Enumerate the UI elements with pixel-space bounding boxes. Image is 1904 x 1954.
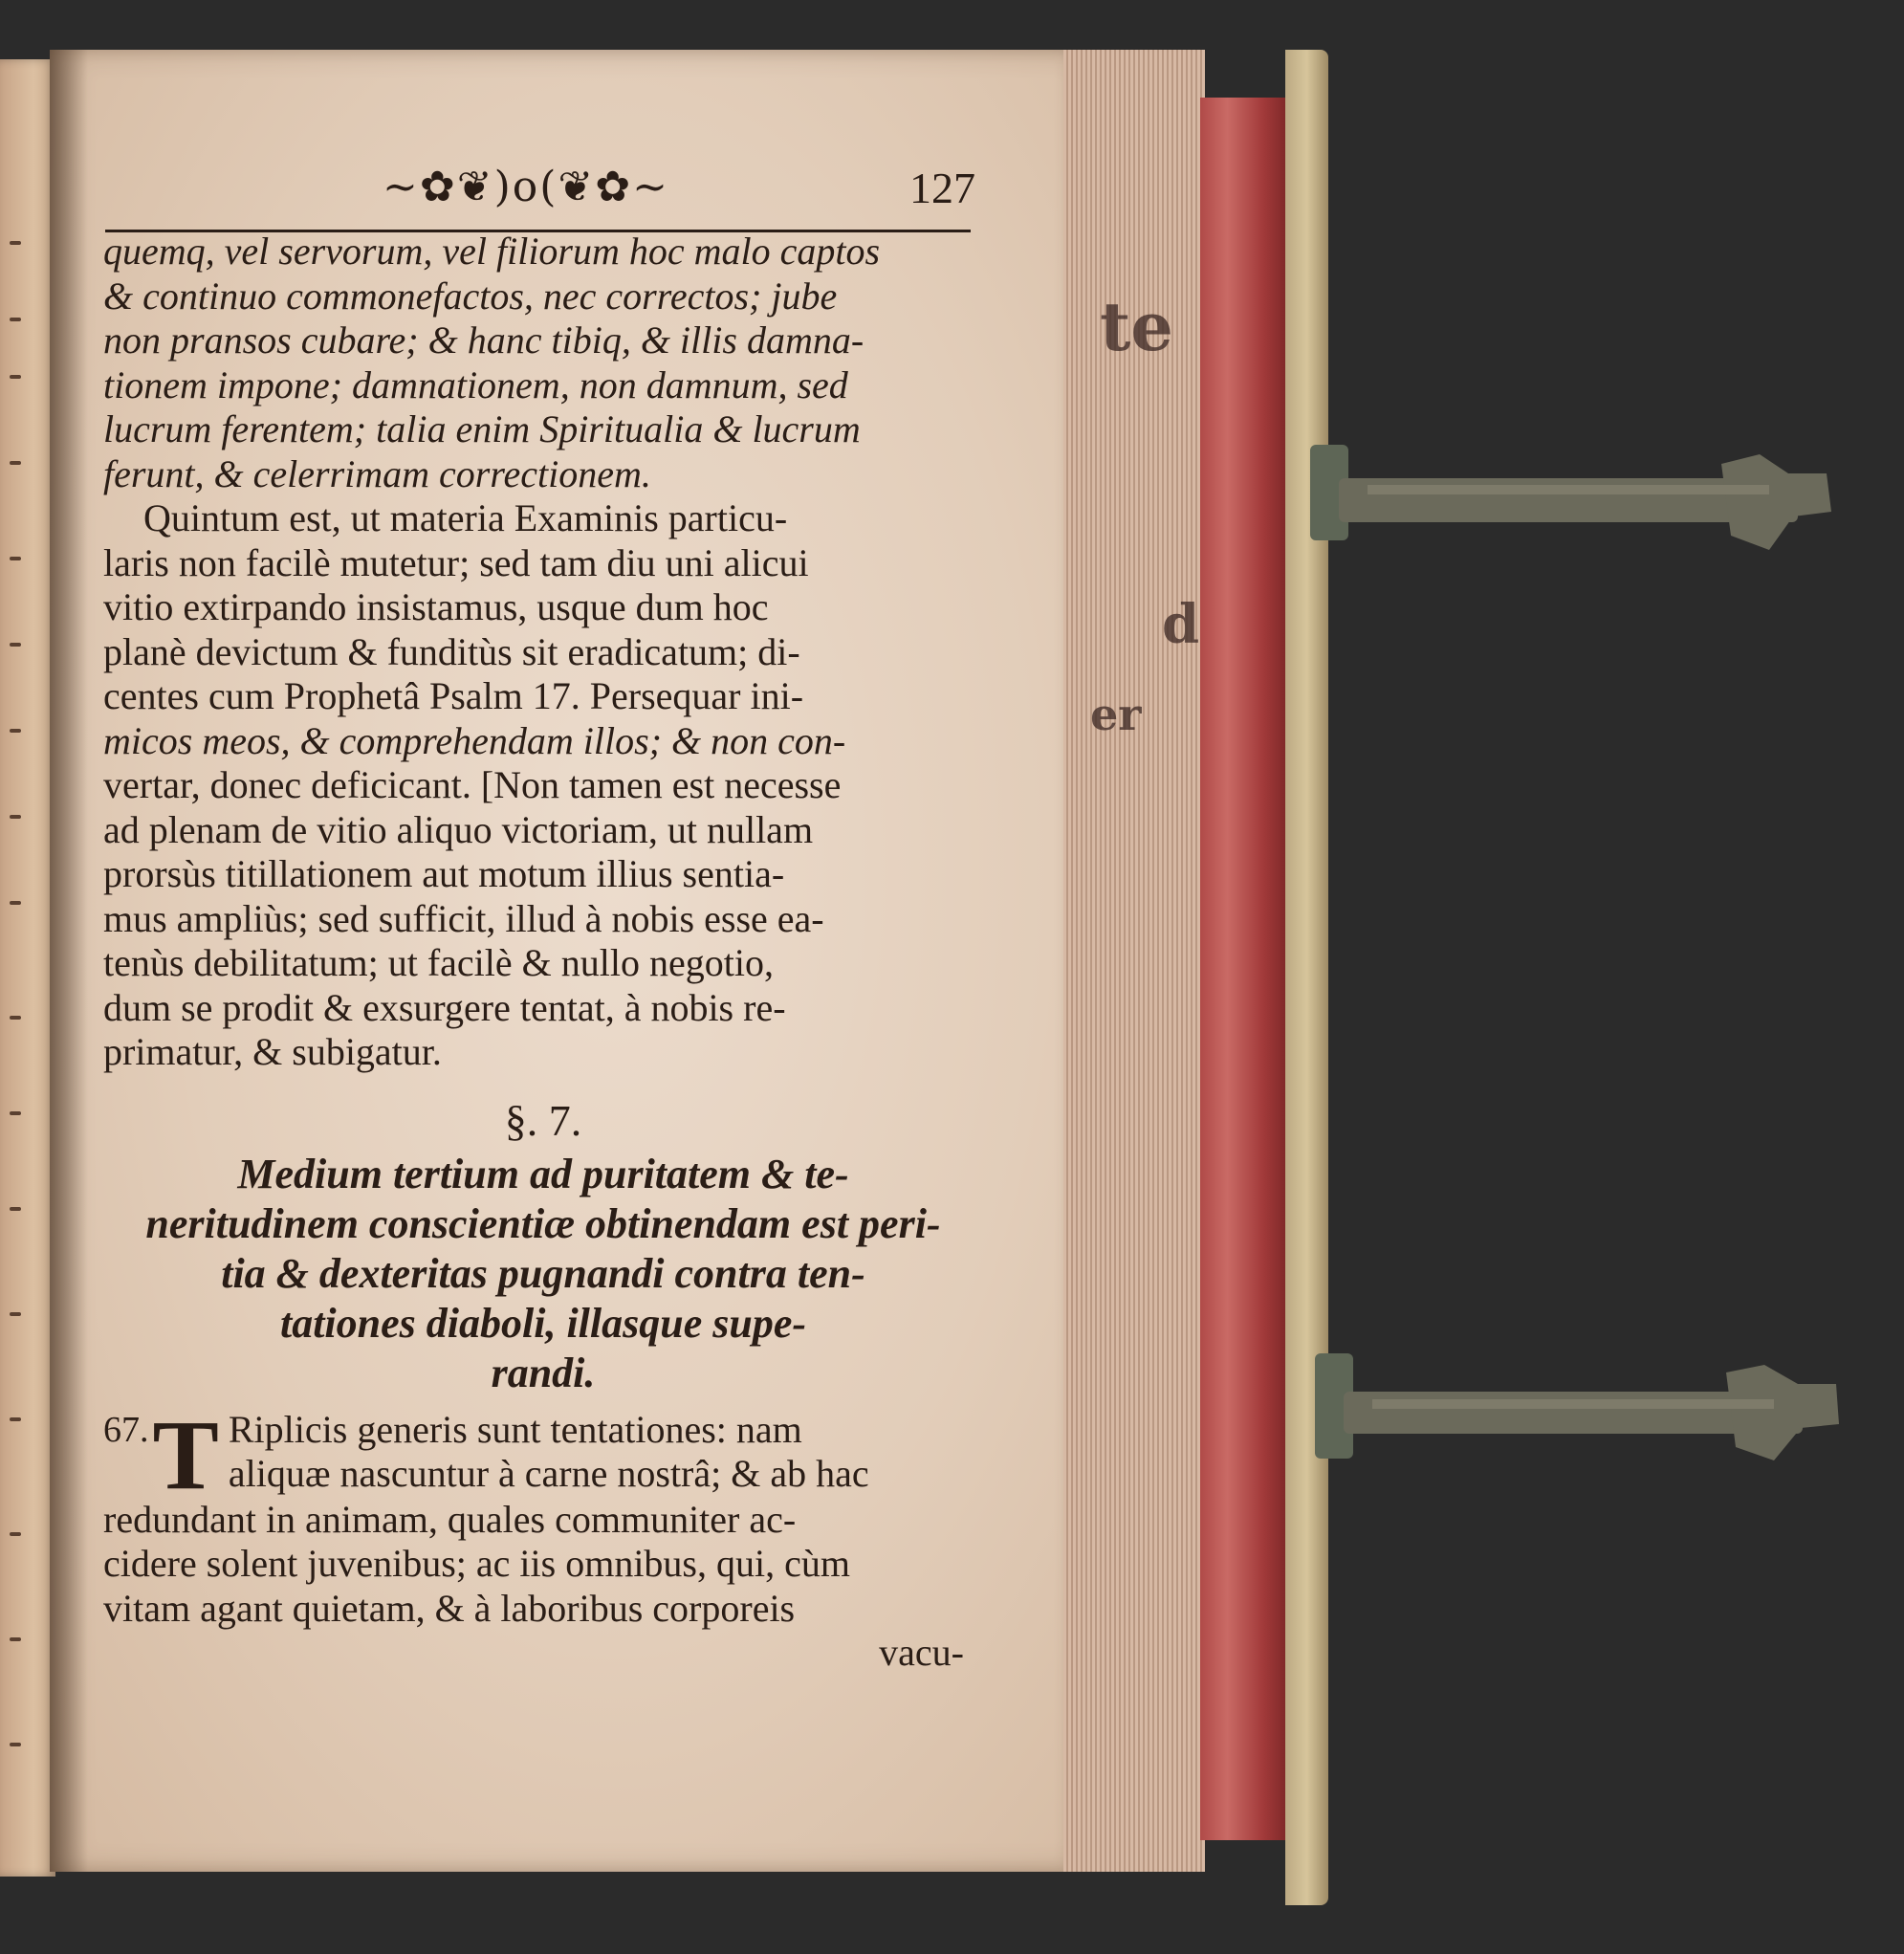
red-edge-gilt	[1200, 98, 1290, 1840]
catchword: vacu-	[879, 1631, 964, 1674]
text-line: vitio extirpando insistamus, usque dum hoc	[103, 585, 769, 628]
text-line: tionem impone; damnationem, non damnum, sed	[103, 362, 848, 406]
ink-bleed-stain: d	[1162, 593, 1200, 656]
heading-line: neritudinem conscientiæ obtinendam est peri-	[145, 1199, 941, 1247]
text-line: cidere solent juvenibus; ac iis omnibus, qui, cùm	[103, 1542, 850, 1585]
gutter-shadow	[50, 50, 88, 1872]
paragraph-67	[103, 1399, 983, 1676]
text-line: & continuo commonefactos, nec correctos; jube	[103, 274, 838, 318]
text-line: quemq, vel servorum, vel filiorum hoc malo captos	[103, 230, 881, 273]
section-heading	[103, 1150, 983, 1398]
text-line: ferunt, & celerrimam correctionem.	[103, 451, 651, 495]
text-line: vertar, donec deficicant. [Non tamen est necesse	[103, 763, 842, 806]
heading-line: randi.	[491, 1349, 596, 1396]
text-line: lucrum ferentem; talia enim Spiritualia & lucrum	[103, 407, 861, 450]
text-line: Riplicis generis sunt tentationes: nam	[228, 1407, 802, 1451]
ink-bleed-stain: er	[1090, 689, 1142, 740]
header-ornament: ~✿❦)o(❦✿~	[383, 163, 670, 211]
text-line: aliquæ nascuntur à carne nostrâ; & ab hac	[228, 1452, 869, 1495]
previous-page-edge	[0, 59, 55, 1877]
text-line: prorsùs titillationem aut motum illius sentia-	[103, 852, 785, 895]
page-number: 127	[909, 164, 975, 212]
text-line: primatur, & subigatur.	[103, 1030, 442, 1073]
running-header	[124, 163, 975, 220]
heading-line: tia & dexteritas pugnandi contra ten-	[221, 1249, 865, 1297]
text-line: mus ampliùs; sed sufficit, illud à nobis esse ea-	[103, 896, 824, 940]
text-line: planè devictum & funditùs sit eradicatum; di-	[103, 629, 800, 673]
book-cover-edge	[1285, 50, 1328, 1905]
lower-clasp-icon	[1315, 1344, 1850, 1487]
drop-capital: T	[152, 1399, 219, 1510]
text-line: tenùs debilitatum; ut facilè & nullo negotio,	[103, 941, 774, 984]
text-line: laris non facilè mutetur; sed tam diu uni alicui	[103, 540, 809, 584]
section-number: §. 7.	[504, 1095, 582, 1145]
heading-line: Medium tertium ad puritatem & te-	[237, 1150, 849, 1197]
text-line: redundant in animam, quales communiter ac-	[103, 1497, 797, 1541]
text-line: Quintum est, ut materia Examinis particu-	[143, 496, 788, 539]
ink-bleed-stain: te	[1100, 287, 1173, 366]
text-line: non pransos cubare; & hanc tibiq, & illis damna-	[103, 318, 864, 362]
text-line: micos meos, & comprehendam illos; & non con-	[103, 718, 846, 762]
text-line: centes cum Prophetâ Psalm 17. Persequar ini-	[103, 674, 804, 717]
page-text	[103, 230, 983, 1676]
upper-clasp-icon	[1310, 435, 1846, 579]
text-line: vitam agant quietam, & à laboribus corporeis	[103, 1586, 796, 1630]
paragraph-number: 67.	[103, 1409, 149, 1450]
text-line: dum se prodit & exsurgere tentat, à nobis re-	[103, 985, 786, 1029]
heading-line: tationes diaboli, illasque supe-	[279, 1299, 807, 1347]
text-line: ad plenam de vitio aliquo victoriam, ut nullam	[103, 807, 814, 851]
